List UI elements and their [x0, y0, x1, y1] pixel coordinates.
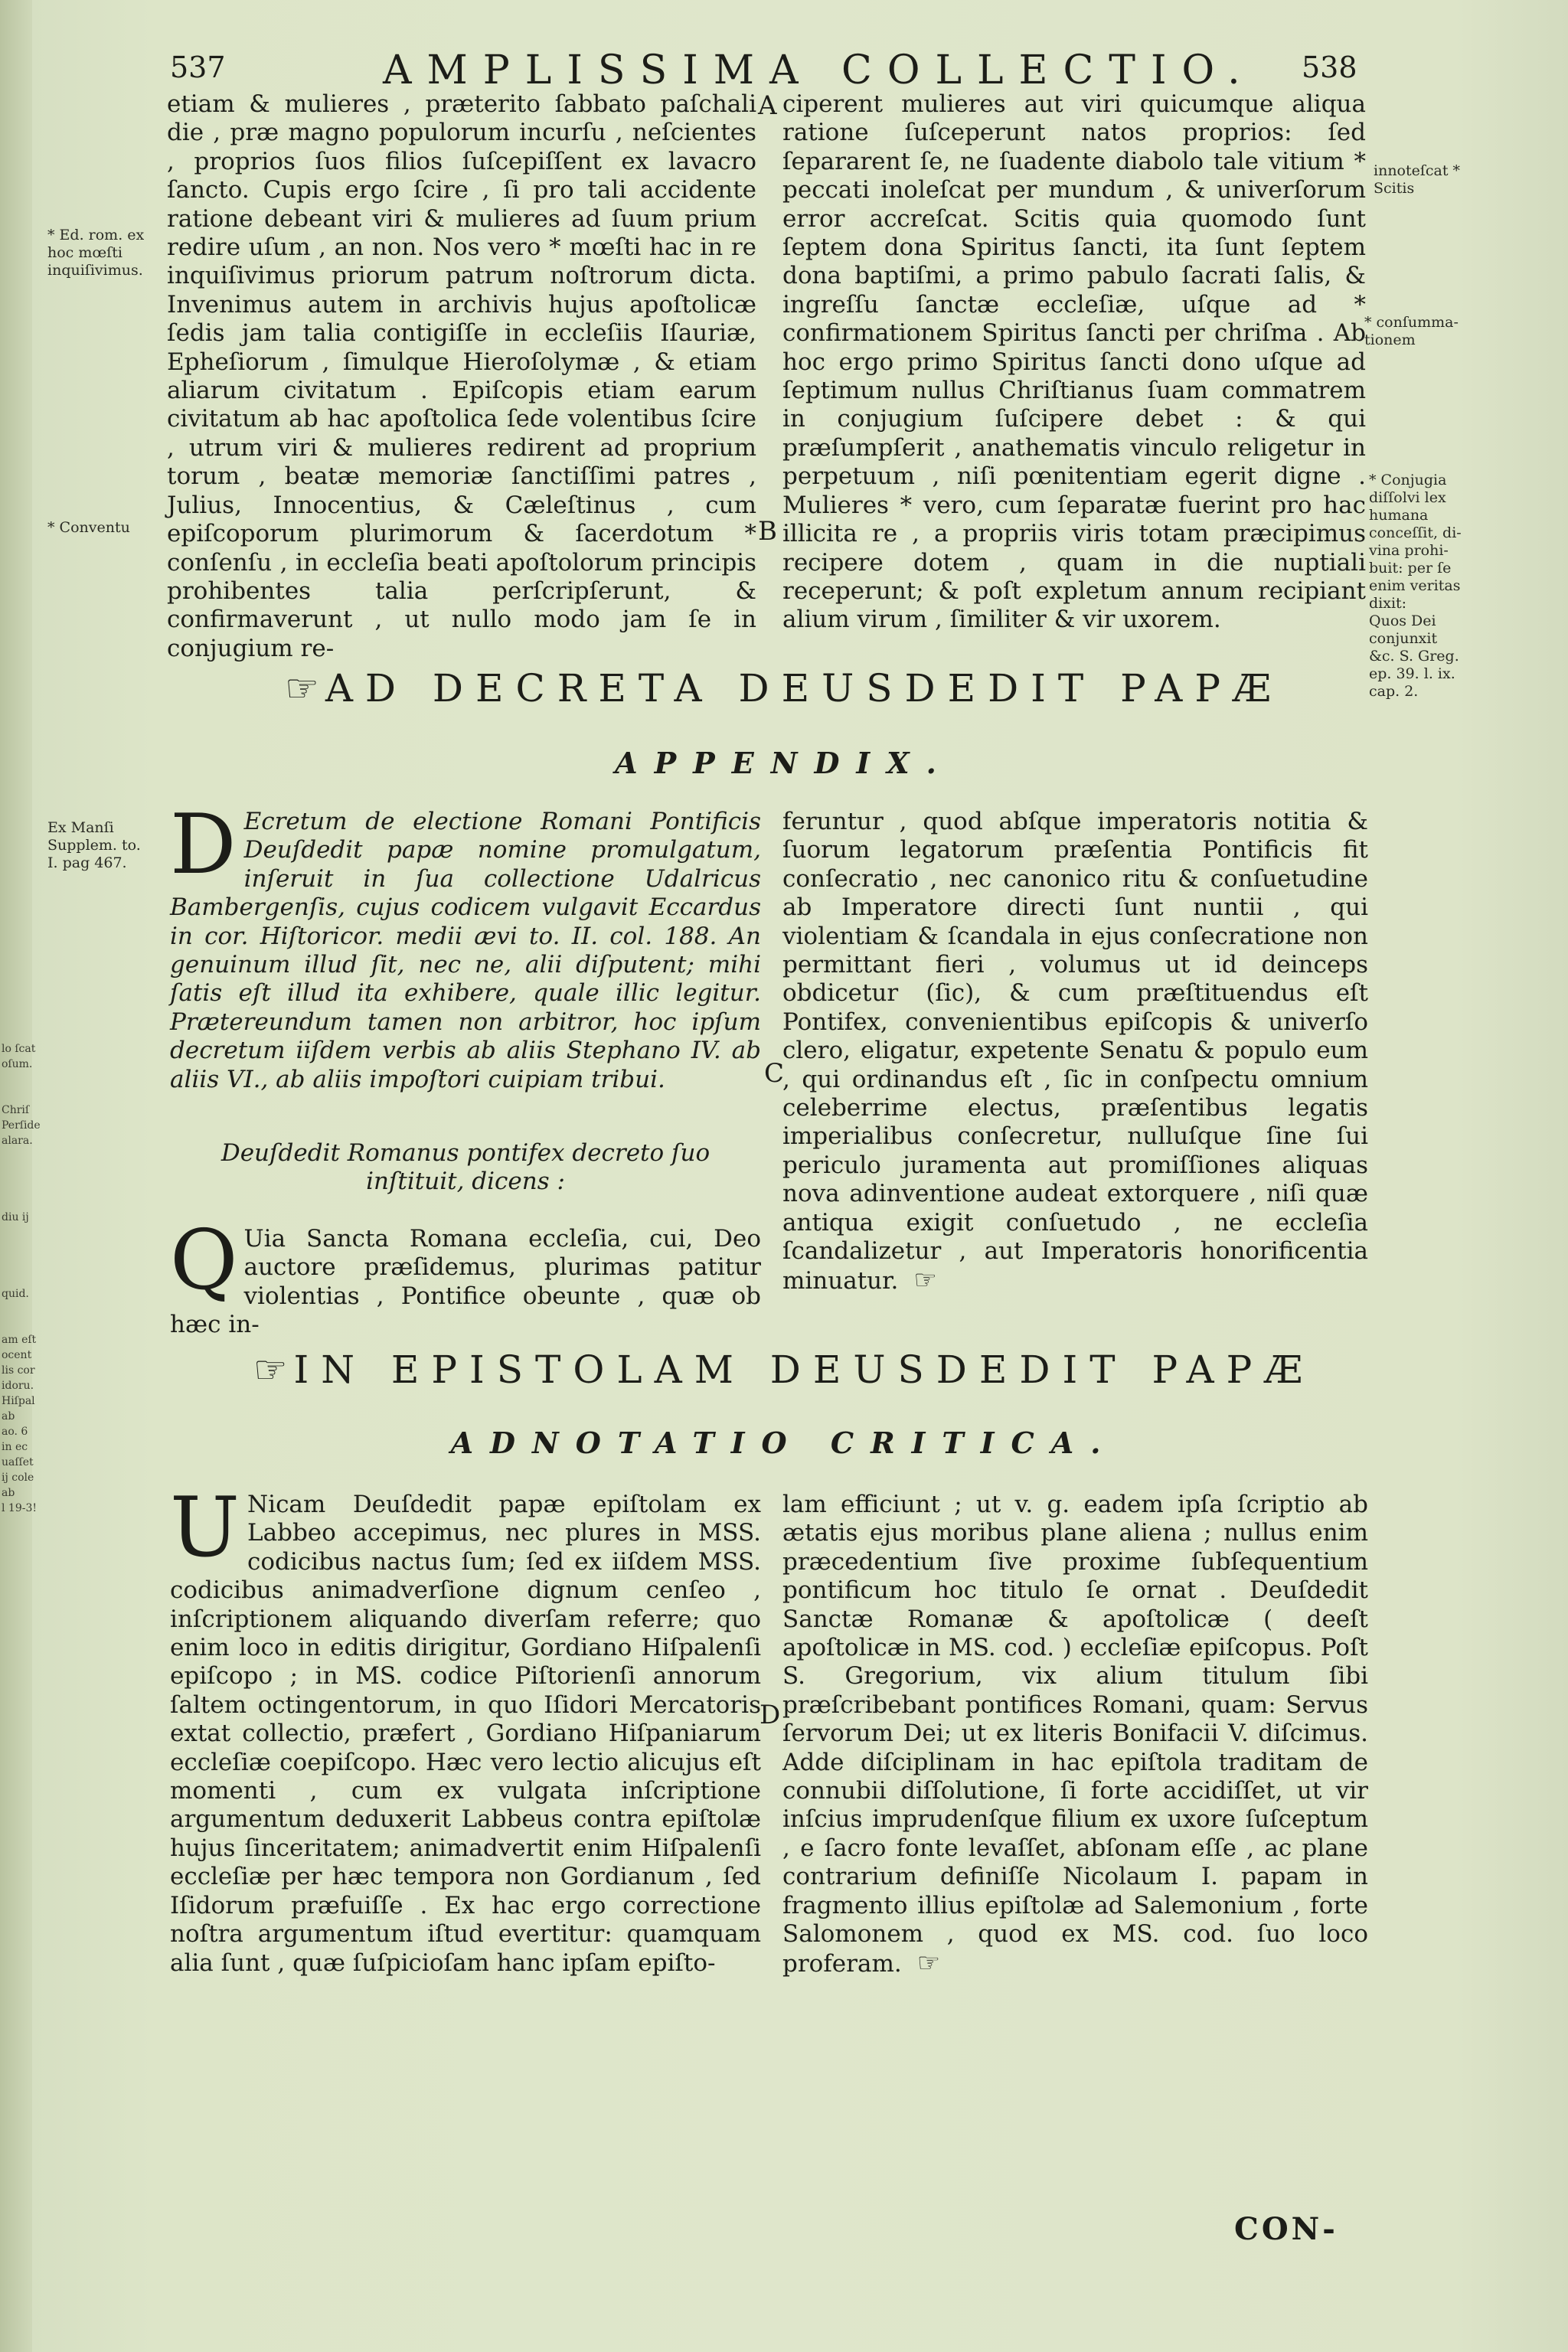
facing-page-fragment: oſum. — [2, 1058, 33, 1070]
facing-page-fragment: ab — [2, 1487, 15, 1499]
facing-page-fragment: uaſſet — [2, 1456, 34, 1468]
margin-note-line: dixit: — [1369, 595, 1407, 612]
pointing-hand-icon: ☞ — [284, 666, 319, 710]
margin-note-line: humana — [1369, 507, 1429, 524]
facing-page-fragment: lis cor — [2, 1364, 35, 1377]
margin-note-line: conceſſit, di- — [1369, 524, 1462, 541]
margin-note-line: diſſolvi lex — [1369, 489, 1446, 506]
margin-note-line: enim veritas — [1369, 577, 1461, 594]
appendix-note — [170, 797, 761, 1094]
margin-note-line: tionem — [1364, 332, 1416, 348]
paragraph: etiam & mulieres , præterito ſabbato paſchali die , præ magno populorum incurſu , neſcientes , proprios ſuos filios ſuſcepiſſent ex lavacro ſancto. Cupis ergo ſcire , ſi pro tali accidente ratione debeant viri & mulieres ad ſuum prium redire uſum , an non. Nos vero * mœſti hac in re inquiſivimus priorum patrum noſtrorum dicta. Invenimus autem in archivis hujus apoſtolicæ ſedis jam talia contigiſſe in eccleſiis Iſauriæ, Epheſiorum , ſimulque Hieroſolymæ , & etiam aliarum civitatum . Epiſcopis etiam earum civitatum ab hac apoſtolica ſede volentibus ſcire , utrum viri & mulieres redirent ad proprium torum , beatæ memoriæ ſanctiſſimi patres , Julius, Innocentius, & Cæleſtinus , cum epiſcoporum plurimorum & ſacerdotum * conſenſu , in eccleſia beati apoſtolorum principis prohibentes talia perſcripſerunt, & confirmaverunt , ut nullo modo jam ſe in conjugium re- — [167, 90, 756, 662]
margin-note-line: * Conjugia — [1369, 472, 1447, 488]
facing-page-fragment: idoru. — [2, 1380, 34, 1392]
margin-note-line: inquiſivimus. — [47, 262, 143, 279]
margin-note-line: Supplem. to. — [47, 837, 141, 854]
margin-note-mansi — [47, 819, 141, 872]
margin-note-line: cap. 2. — [1369, 683, 1419, 700]
catchword: CON- — [1234, 2211, 1338, 2247]
pointing-hand-icon: ☞ — [253, 1348, 288, 1392]
facing-page-fragment — [2, 1317, 31, 1332]
page-number-right: 538 — [1302, 51, 1357, 84]
critical-note-right — [782, 1491, 1368, 1978]
facing-page-fragment — [2, 1148, 31, 1164]
margin-note-edition — [47, 227, 144, 279]
facing-page-fragment — [2, 1240, 31, 1256]
drop-cap: D — [170, 797, 237, 893]
margin-note-line: I. pag 467. — [47, 854, 127, 871]
margin-note-line: vina prohi- — [1369, 542, 1449, 559]
paragraph: Ecretum de electione Romani Pontificis Deuſdedit papæ nomine promulgatum, inſeruit in ſua collectione Udalricus Bambergenſis, cujus codicem vulgavit Eccardus in cor. Hiſtoricor. medii ævi to. II. col. 188. An genuinum illud ſit, nec ne, alii diſputent; mihi ſatis eſt illud ita exhibere, quale illic legitur. Prætereundum tamen non arbitror, hoc ipſum decretum iiſdem verbis ab aliis Stephano IV. ab aliis VI., ab aliis impoſtori cuipiam tribui. — [170, 808, 761, 1093]
facing-page-fragment — [2, 1087, 31, 1102]
paragraph: Uia Sancta Romana eccleſia, cui, Deo auctore præſidemus, plurimas patitur violentias , Pontifice obeunte , quæ ob hæc in- — [170, 1225, 761, 1339]
pointing-hand-icon: ☞ — [916, 1947, 941, 1978]
facing-page-fragment: ab — [2, 1410, 15, 1423]
paragraph: lam efficiunt ; ut v. g. eadem ipſa ſcriptio ab ætatis ejus moribus plane aliena ; nullus enim præcedentium ſive proxime ſubſequentium pontificum hoc titulo ſe ornat . Deuſdedit Sanctæ Romanæ & apoſtolicæ ( deeſt apoſtolicæ in MS. cod. ) eccleſiæ epiſcopus. Poſt S. Gregorium, vix alium titulum ſibi præſcribebant pontifices Romani, quam: Servus ſervorum Dei; ut ex literis Bonifacii V. diſcimus. Adde diſciplinam in hac epiſtola traditam de connubii diſſolutione, ſi forte accidiſſet, ut vir inſcius imprudenſque filium ex uxore ſuſceptum , e ſacro fonte levaſſet, abſonam eſſe , ac plane contrarium definiſſe Nicolaum I. papam in fragmento illius epiſtolæ ad Salemonium , forte Salomonem , quod ex MS. cod. ſuo loco proferam. — [782, 1491, 1368, 1978]
facing-page-fragment: in ec — [2, 1441, 28, 1453]
margin-note-innotescat — [1374, 162, 1460, 198]
column-right-top — [782, 90, 1366, 635]
heading-text: AD DECRETA DEUSDEDIT PAPÆ — [325, 666, 1284, 710]
column-left-top — [167, 90, 756, 663]
section-heading-epistolam — [0, 1348, 1568, 1392]
facing-page-edge — [0, 0, 41, 2352]
critical-note-left — [170, 1480, 761, 1978]
margin-note-line: Quos Dei — [1369, 612, 1436, 629]
facing-page-fragment: l 19-3! — [2, 1502, 38, 1514]
facing-page-fragment — [2, 1271, 31, 1286]
margin-note-line: hoc mœſti — [47, 244, 122, 261]
facing-page-fragment: alara. — [2, 1135, 33, 1147]
section-letter-d: D — [760, 1700, 781, 1730]
margin-note-line: buit: per ſe — [1369, 560, 1452, 577]
subheading-critica: ADNOTATIO CRITICA. — [450, 1426, 1118, 1460]
margin-note-conventu: * Conventu — [47, 519, 130, 536]
margin-note-line: Ex Manſi — [47, 819, 114, 836]
facing-page-fragment: ocent — [2, 1349, 32, 1361]
running-header — [0, 47, 1568, 96]
paragraph: feruntur , quod abſque imperatoris notitia & ſuorum legatorum præſentia Pontificis fit conſecratio , nec canonico ritu & conſuetudine ab Imperatore directi ſunt nuntii , qui violentiam & ſcandala in ejus conſecratione non permittant fieri , volumus ut id deinceps obdicetur (ſic), & cum præſtituendus eſt Pontifex, convenientibus epiſcopis & univerſo clero, eligatur, expetente Senatu & populo eum , qui ordinandus eſt , ſic in conſpectu omnium celeberrime electus, præſentibus legatis imperialibus conſecretur, nulluſque ſine ſui periculo juramenta aut promiſſiones aliquas nova adinventione audeat extorquere , niſi quæ antiqua exigit conſuetudo , ne eccleſia ſcandalizetur , aut Imperatoris honorificentia minuatur. — [782, 808, 1368, 1295]
facing-page-fragment — [2, 1164, 31, 1179]
facing-page-fragment — [2, 1194, 31, 1210]
facing-page-fragment — [2, 1256, 31, 1271]
margin-note-line: conjunxit — [1369, 630, 1438, 647]
margin-note-line: * conſumma- — [1364, 314, 1459, 331]
facing-page-fragment: lo ſcat — [2, 1043, 36, 1055]
margin-note-consummationem — [1364, 314, 1459, 349]
page-number-left: 537 — [170, 51, 226, 84]
margin-note-line: ep. 39. l. ix. — [1369, 665, 1455, 682]
facing-page-fragment — [2, 1179, 31, 1194]
paragraph: Nicam Deuſdedit papæ epiſtolam ex Labbeo accepimus, nec plures in MSS. codicibus nactus ſum; ſed ex iiſdem MSS. codicibus animadverſione dignum cenſeo , inſcriptionem aliquando diverſam referre; quo enim loco in editis dirigitur, Gordiano Hiſpalenſi epiſcopo ; in MS. codice Piſtorienſi annorum ſaltem octingentorum, in quo Iſidori Mercatoris extat collectio, præfert , Gordiano Hiſpaniarum eccleſiæ coepiſcopo. Hæc vero lectio alicujus eſt momenti , cum ex vulgata inſcriptione argumentum deduxerit Labbeus contra epiſtolæ hujus ſinceritatem; animadvertit enim Hiſpalenſi eccleſiæ per hæc tempora non Gordianum , ſed Iſidorum præfuiſſe . Ex hac ergo correctione noſtra argumentum iſtud evertitur: quamquam alia ſunt , quæ ſuſpicioſam hanc ipſam epiſto- — [170, 1491, 761, 1977]
facing-page-fragment: Hiſpal — [2, 1395, 35, 1407]
facing-page-fragment — [2, 1072, 31, 1087]
section-letter-a: A — [758, 90, 777, 121]
running-title: AMPLISSIMA COLLECTIO. — [383, 47, 1256, 93]
facing-page-fragment: Chriſ — [2, 1104, 30, 1116]
margin-note-line: * Ed. rom. ex — [47, 227, 145, 243]
decree-text-right — [782, 808, 1368, 1295]
heading-text: IN EPISTOLAM DEUSDEDIT PAPÆ — [293, 1348, 1315, 1392]
facing-page-fragment: ao. 6 — [2, 1426, 28, 1438]
facing-page-fragment: ij cole — [2, 1472, 34, 1484]
facing-page-fragment — [2, 1302, 31, 1317]
facing-page-fragment: am eſt — [2, 1334, 37, 1346]
section-letter-b: B — [758, 516, 777, 547]
paragraph: ciperent mulieres aut viri quicumque aliqua ratione ſuſceperunt natos proprios: ſed ſepararent ſe, ne ſuadente diabolo tale vitium * peccati inoleſcat per mundum , & univerſorum error accreſcat. Scitis quia quomodo ſunt ſeptem dona Spiritus ſancti, ita ſunt ſeptem dona baptiſmi, a primo pabulo ſacrati ſalis, & ingreſſu ſanctæ eccleſiæ, uſque ad * confirmationem Spiritus ſancti per chriſma . Ab hoc ergo primo Spiritus ſancti dono uſque ad ſeptimum nullus Chriſtianus ſuam commatrem in conjugium ſuſcipere debet : & qui præſumpſerit , anathematis vinculo religetur in perpetuum , niſi pœnitentiam egerit digne . Mulieres * vero, cum ſeparatæ fuerint pro hac illicita re , a propriis viris totam præcipimus recipere dotem , quam in die nuptiali receperunt; & poſt expletum annum recipiant alium virum , ſimiliter & vir uxorem. — [782, 90, 1366, 634]
section-heading-appendix — [0, 666, 1568, 710]
drop-cap: Q — [170, 1213, 238, 1308]
section-letter-c: C — [764, 1058, 785, 1089]
facing-page-fragment: Perſide — [2, 1119, 41, 1132]
drop-cap: U — [170, 1480, 240, 1576]
facing-page-fragment: diu ij — [2, 1211, 29, 1223]
facing-page-fragment: quid. — [2, 1288, 29, 1300]
decree-intro: Deuſdedit Romanus pontifex decreto ſuo inſtituit, dicens : — [220, 1139, 710, 1195]
decree-text-left — [170, 1213, 761, 1340]
margin-note-line: Scitis — [1374, 180, 1415, 197]
facing-page-fragment — [2, 1225, 31, 1240]
pointing-hand-icon: ☞ — [913, 1264, 937, 1295]
margin-note-line: &c. S. Greg. — [1369, 648, 1459, 665]
margin-note-line: innoteſcat * — [1374, 162, 1461, 179]
subheading-appendix: APPENDIX. — [615, 746, 953, 780]
